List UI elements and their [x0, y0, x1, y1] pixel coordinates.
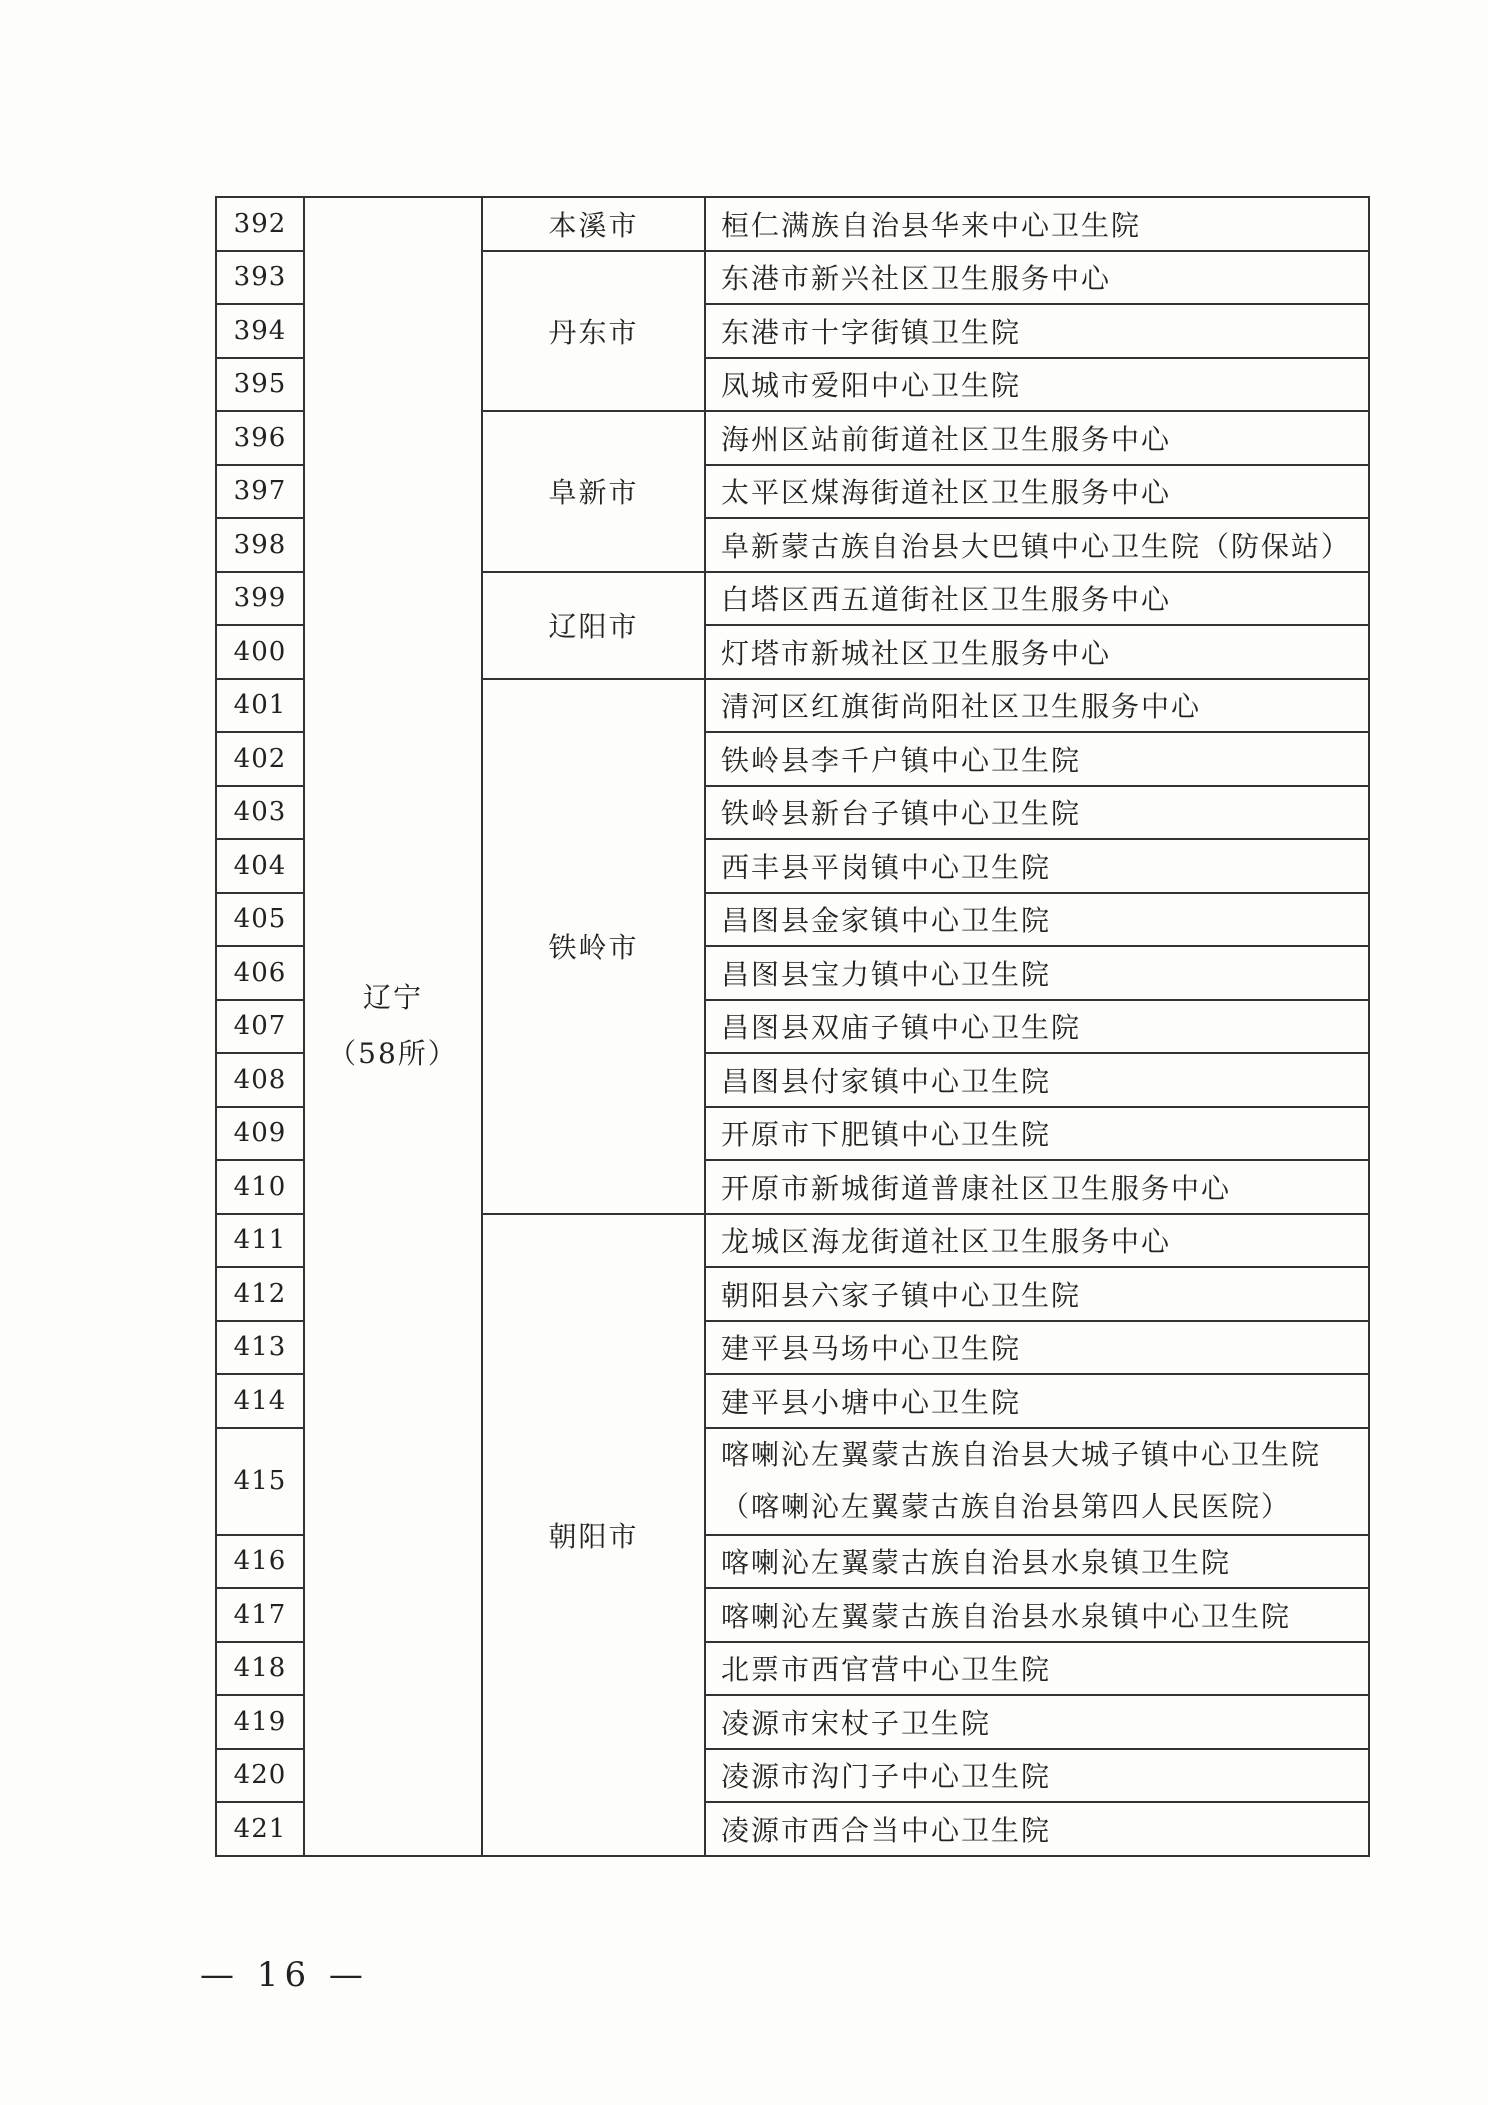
city-cell: 辽阳市 — [482, 572, 705, 679]
institution-name: 凌源市沟门子中心卫生院 — [705, 1749, 1369, 1803]
institution-name: 太平区煤海街道社区卫生服务中心 — [705, 465, 1369, 519]
institution-name: 昌图县付家镇中心卫生院 — [705, 1053, 1369, 1107]
province-cell — [304, 197, 482, 1856]
row-number: 412 — [216, 1267, 304, 1321]
row-number: 410 — [216, 1160, 304, 1214]
row-number: 414 — [216, 1374, 304, 1428]
institution-name: 铁岭县新台子镇中心卫生院 — [705, 786, 1369, 840]
city-cell: 朝阳市 — [482, 1214, 705, 1856]
city-cell: 本溪市 — [482, 197, 705, 251]
institution-name: 朝阳县六家子镇中心卫生院 — [705, 1267, 1369, 1321]
row-number: 404 — [216, 839, 304, 893]
institution-name: 东港市十字街镇卫生院 — [705, 304, 1369, 358]
row-number: 403 — [216, 786, 304, 840]
institution-name: 昌图县双庙子镇中心卫生院 — [705, 1000, 1369, 1054]
page-number: — 16 — — [200, 1955, 369, 1995]
institution-table — [215, 196, 1370, 1857]
row-number: 393 — [216, 251, 304, 305]
row-number: 406 — [216, 946, 304, 1000]
row-number: 418 — [216, 1642, 304, 1696]
row-number: 400 — [216, 625, 304, 679]
institution-name: 东港市新兴社区卫生服务中心 — [705, 251, 1369, 305]
institution-name: 海州区站前街道社区卫生服务中心 — [705, 411, 1369, 465]
institution-name: 开原市新城街道普康社区卫生服务中心 — [705, 1160, 1369, 1214]
institution-name: 清河区红旗街尚阳社区卫生服务中心 — [705, 679, 1369, 733]
row-number: 395 — [216, 358, 304, 412]
institution-name: 凤城市爱阳中心卫生院 — [705, 358, 1369, 412]
institution-name: 凌源市西合当中心卫生院 — [705, 1802, 1369, 1856]
table-row — [216, 197, 1369, 251]
institution-name: 昌图县宝力镇中心卫生院 — [705, 946, 1369, 1000]
city-cell: 阜新市 — [482, 411, 705, 572]
row-number: 394 — [216, 304, 304, 358]
institution-name — [705, 1428, 1369, 1535]
row-number: 396 — [216, 411, 304, 465]
row-number: 408 — [216, 1053, 304, 1107]
institution-name: 白塔区西五道街社区卫生服务中心 — [705, 572, 1369, 626]
row-number: 405 — [216, 893, 304, 947]
row-number: 411 — [216, 1214, 304, 1268]
row-number: 409 — [216, 1107, 304, 1161]
row-number: 402 — [216, 732, 304, 786]
institution-name: 建平县小塘中心卫生院 — [705, 1374, 1369, 1428]
institution-name: 西丰县平岗镇中心卫生院 — [705, 839, 1369, 893]
row-number: 419 — [216, 1695, 304, 1749]
province-name: 辽宁 — [362, 981, 423, 1015]
institution-name: 铁岭县李千户镇中心卫生院 — [705, 732, 1369, 786]
institution-name-line-1: 喀喇沁左翼蒙古族自治县大城子镇中心卫生院 — [721, 1438, 1322, 1471]
row-number: 401 — [216, 679, 304, 733]
province-count: （58所） — [328, 1037, 458, 1071]
institution-name: 桓仁满族自治县华来中心卫生院 — [705, 197, 1369, 251]
row-number: 420 — [216, 1749, 304, 1803]
city-cell: 铁岭市 — [482, 679, 705, 1214]
institution-name: 喀喇沁左翼蒙古族自治县水泉镇卫生院 — [705, 1535, 1369, 1589]
institution-name-line-2: （喀喇沁左翼蒙古族自治县第四人民医院） — [721, 1490, 1292, 1523]
city-cell: 丹东市 — [482, 251, 705, 412]
institution-name: 灯塔市新城社区卫生服务中心 — [705, 625, 1369, 679]
row-number: 407 — [216, 1000, 304, 1054]
institution-name: 昌图县金家镇中心卫生院 — [705, 893, 1369, 947]
row-number: 415 — [216, 1428, 304, 1535]
row-number: 398 — [216, 518, 304, 572]
row-number: 417 — [216, 1588, 304, 1642]
row-number: 392 — [216, 197, 304, 251]
row-number: 413 — [216, 1321, 304, 1375]
institution-name: 龙城区海龙街道社区卫生服务中心 — [705, 1214, 1369, 1268]
row-number: 416 — [216, 1535, 304, 1589]
institution-name: 阜新蒙古族自治县大巴镇中心卫生院（防保站） — [705, 518, 1369, 572]
row-number: 397 — [216, 465, 304, 519]
institution-name: 喀喇沁左翼蒙古族自治县水泉镇中心卫生院 — [705, 1588, 1369, 1642]
row-number: 421 — [216, 1802, 304, 1856]
institution-name: 北票市西官营中心卫生院 — [705, 1642, 1369, 1696]
institution-name: 建平县马场中心卫生院 — [705, 1321, 1369, 1375]
institution-name: 开原市下肥镇中心卫生院 — [705, 1107, 1369, 1161]
row-number: 399 — [216, 572, 304, 626]
institution-name: 凌源市宋杖子卫生院 — [705, 1695, 1369, 1749]
